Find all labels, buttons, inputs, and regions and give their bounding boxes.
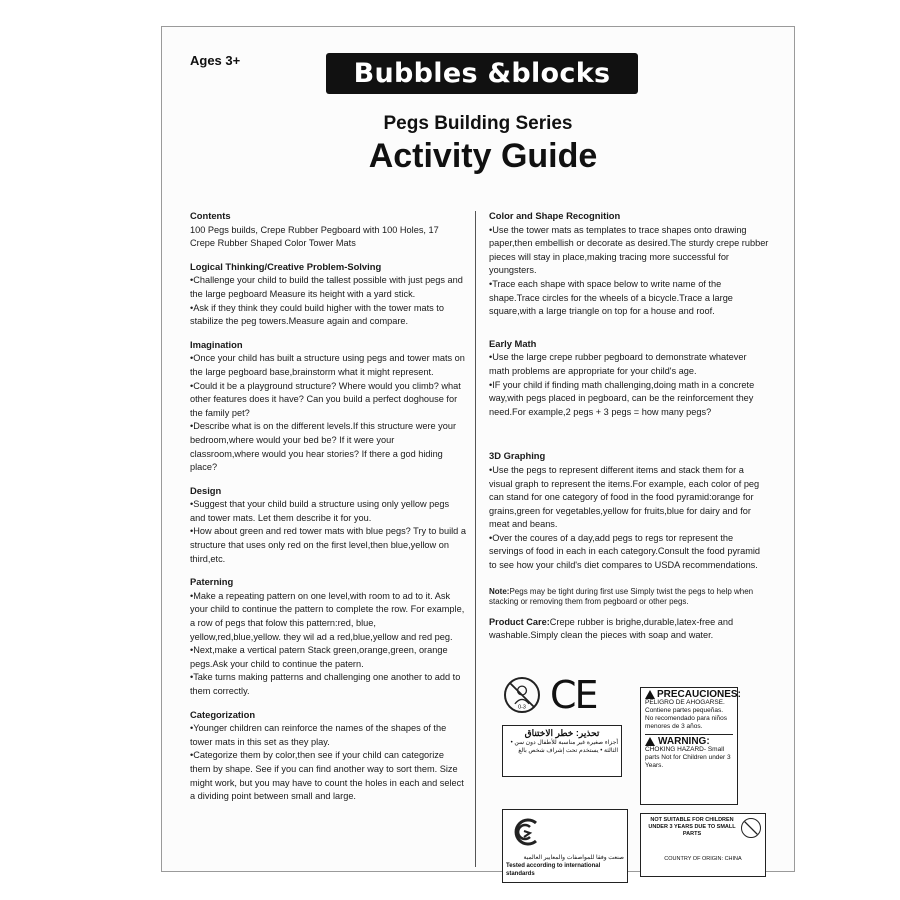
section-paragraph: •Use the pegs to represent different items and stack them for a visual graph to represent the items.For example, each color of peg can stand for one category of food in the food pyramid:orange for grains,green for vegetables,yellow for fruits,blue for dairy and for meat and beans. <box>489 464 760 530</box>
section-paragraph: •Use the large crepe rubber pegboard to demonstrate whatever math problems are appropriate for your child's age. <box>489 352 747 376</box>
note-label: Note: <box>489 586 510 596</box>
section-contents <box>190 209 466 251</box>
product-care-block <box>489 616 769 643</box>
section-paragraph: •How about green and red tower mats with blue pegs? Try to build a structure that uses only red on the first level,then blue,yellow on third,etc. <box>190 526 466 564</box>
section-paragraph: •Describe what is on the different levels.If this structure were your bedroom,where would your bed be? If it were your classroom,where would you hear stories? If there a god hiding place? <box>190 421 457 473</box>
section-3d-graphing <box>489 449 769 572</box>
section-imagination <box>190 338 466 475</box>
section-paragraph: •Could it be a playground structure? Where would you climb? what other features does it have? Can you build a perfect doghouse for the family pet? <box>190 380 461 418</box>
section-categorization <box>190 708 466 804</box>
origin-text: COUNTRY OF ORIGIN: CHINA <box>664 856 742 862</box>
section-title: 3D Graphing <box>489 450 546 462</box>
section-paterning <box>190 575 466 698</box>
brand-logo: Bubbles &blocks <box>326 53 638 94</box>
ce-mark: CE <box>550 673 597 717</box>
tested-standards-label <box>502 809 628 883</box>
warning-text: CHOKING HAZARD- Small parts Not for Children under 3 Years. <box>645 746 731 769</box>
arabic-warning-label <box>502 725 622 777</box>
series-title: Pegs Building Series <box>383 113 573 134</box>
section-title: Contents <box>190 210 231 221</box>
section-title: Early Math <box>489 337 537 349</box>
precaution-warning-label <box>640 687 741 805</box>
left-column <box>190 209 466 813</box>
note-block <box>489 587 769 607</box>
section-title: Paterning <box>190 576 234 588</box>
section-title: Color and Shape Recognition <box>489 210 621 221</box>
product-care-text: Crepe rubber is brighe,durable,latex-free and washable.Simply clean the pieces with soap and water. <box>489 616 734 641</box>
baby-icon <box>506 679 538 711</box>
right-column <box>489 209 769 643</box>
section-design <box>190 484 466 567</box>
warning-head-row <box>645 734 733 746</box>
precaution-text: PELIGRO DE AHOGARSE. Contiene partes pequeñas. No recomendado para niños menores de 3 años. <box>645 699 728 730</box>
section-title: Imagination <box>190 338 243 350</box>
page-title: Activity Guide <box>368 137 598 175</box>
compliance-area <box>492 673 782 877</box>
precaution-head: PRECAUCIONES: <box>657 688 741 700</box>
tested-text: Tested according to international standards <box>506 863 601 877</box>
age-restriction-icon <box>504 677 540 713</box>
arabic-warning-head: تحذير: خطر الاختناق <box>524 728 600 738</box>
section-paragraph: •Ask if they think they could build higher with the tower mats to stabilize the peg towers.Measure again and compare. <box>190 302 444 327</box>
arabic-warning-text: • أجزاء صغيرة غير مناسبة للأطفال دون سن الثالثة • يستخدم تحت إشراف شخص بالغ <box>510 740 618 754</box>
section-title: Design <box>190 484 222 496</box>
section-paragraph: •Younger children can reinforce the names of the shapes of the tower mats in this set as they play. <box>190 723 447 747</box>
section-title: Logical Thinking/Creative Problem-Solving <box>190 260 382 272</box>
section-paragraph: •Trace each shape with space below to write name of the shape.Trace circles for the wheels of a bicycle.Trace a large square,with a large triangle on top for a house and roof. <box>489 278 733 317</box>
right-sections <box>489 209 769 573</box>
age-label: Ages 3+ <box>190 53 241 68</box>
section-paragraph: 100 Pegs builds, Crepe Rubber Pegboard with 100 Holes, 17 Crepe Rubber Shaped Color Tower Mats <box>190 224 439 249</box>
warning-head: WARNING: <box>658 735 710 747</box>
section-paragraph: •Challenge your child to build the tallest possible with just pegs and the large pegboard Measure its height with a yard stick. <box>190 275 463 299</box>
not-suitable-text: NOT SUITABLE FOR CHILDREN UNDER 3 YEARS DUE TO SMALL PARTS <box>648 817 736 837</box>
section-logical-thinking-creative-problem-solving <box>190 260 466 329</box>
section-title: Categorization <box>190 708 256 720</box>
section-paragraph: •Once your child has built a structure using pegs and tower mats on the large pegboard base,brainstorm what it might represent. <box>190 353 465 377</box>
standards-logo-icon <box>510 815 544 849</box>
section-paragraph: •Make a repeating pattern on one level,with room to ad to it. Ask your child to continue the pattern to complete the row. For example, a row of pegs that folow this pattern:red, blue, yellow,red,blue,yellow. they wil ad a red,blue,yellow and red peg. <box>190 590 465 642</box>
warning-triangle-icon <box>645 737 655 746</box>
section-paragraph: •Categorize them by color,then see if your child can categorize them by shape. See if you can find another way to sort them. Size might work, but you may have to count the holes in each and select a dividing point between small and large. <box>190 750 464 802</box>
section-paragraph: •Take turns making patterns and challenging one another to add to them correctly. <box>190 672 461 696</box>
product-care-label: Product Care: <box>489 616 550 627</box>
column-divider <box>475 211 476 867</box>
section-paragraph: •Use the tower mats as templates to trace shapes onto drawing paper,then embellish or decorate as desired.The sturdy crepe rubber pieces will stay in place,making tracing more successful for youngsters. <box>489 224 769 276</box>
activity-guide-sheet <box>161 26 795 877</box>
section-paragraph: •Suggest that your child build a structure using only yellow pegs and tower mats. Let them describe it for you. <box>190 499 450 523</box>
section-color-and-shape-recognition <box>489 209 769 319</box>
no-children-icon <box>741 818 761 838</box>
section-paragraph: •Next,make a vertical patern Stack green,orange,green, orange pegs.Ask your child to continue the patern. <box>190 645 448 669</box>
warning-triangle-icon <box>645 690 655 699</box>
section-paragraph: •IF your child if finding math challenging,doing math in a concrete way,with pegs placed in pegboard, can be the reinforcement they need.For example,2 pegs + 3 pegs = how many pegs? <box>489 379 755 417</box>
section-paragraph: •Over the coures of a day,add pegs to regs tor represent the servings of food in each in each category.Consult the food pyramid to see how your child's diet compares to USDA recommendations. <box>489 532 761 571</box>
precaution-head-row <box>645 688 741 700</box>
age-icon-text: 0-3 <box>518 704 526 711</box>
tested-arabic-text: صنعت وفقا للمواصفات والمعايير العالمية <box>523 855 624 861</box>
section-early-math <box>489 337 769 420</box>
not-suitable-label <box>640 813 766 877</box>
note-text: Pegs may be tight during first use Simply twist the pegs to help when stacking or removing them from pegboard or other pegs. <box>489 586 754 606</box>
